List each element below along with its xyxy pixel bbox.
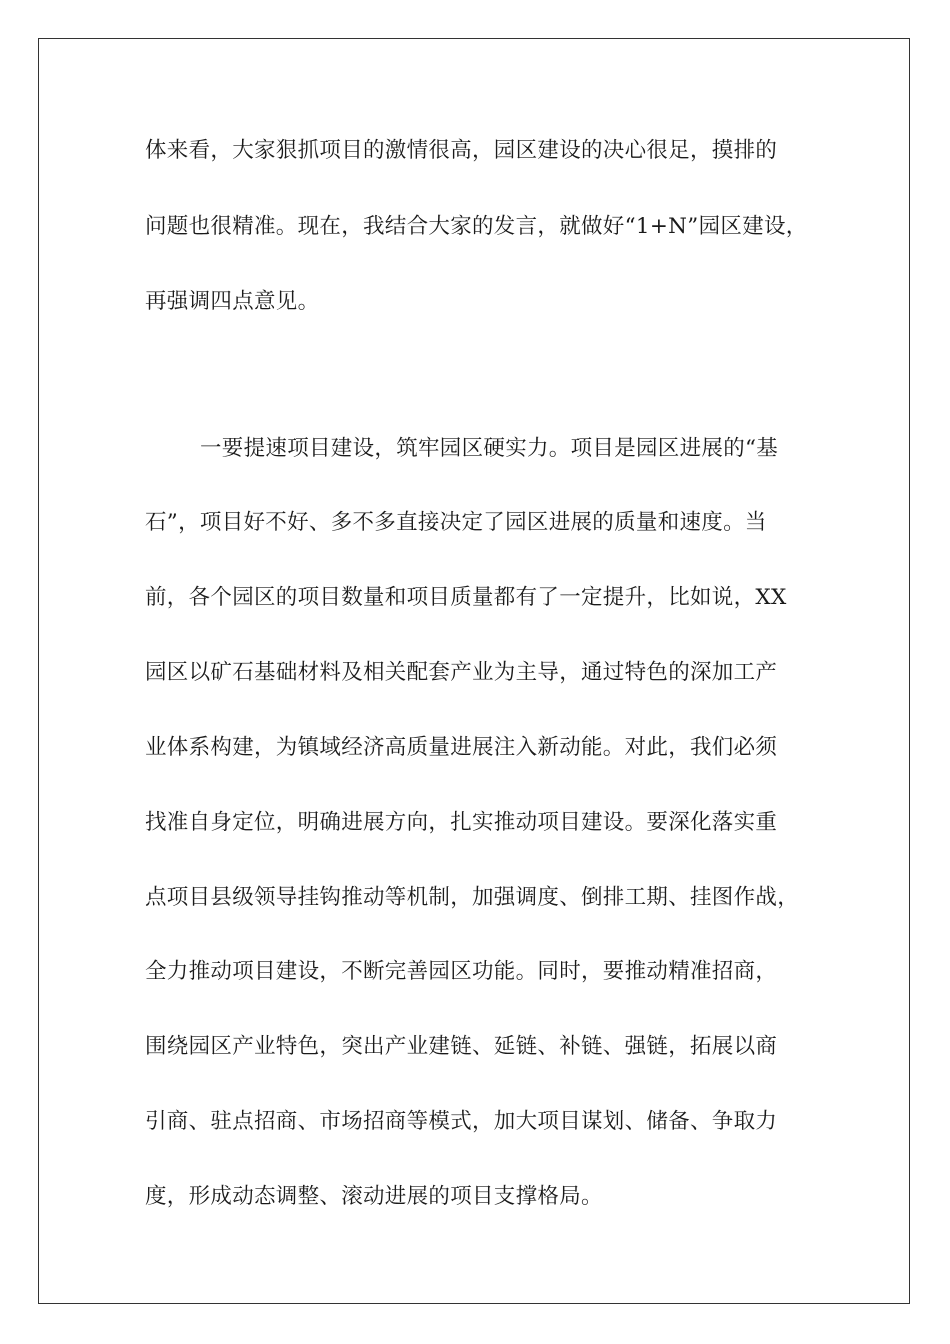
paragraph-2-line-5: 业体系构建，为镇域经济高质量进展注入新动能。对此，我们必须	[145, 735, 778, 760]
paragraph-2-line-6: 找准自身定位，明确进展方向，扎实推动项目建设。要深化落实重	[145, 810, 778, 835]
paragraph-1-line-1: 体来看，大家狠抓项目的激情很高，园区建设的决心很足，摸排的	[145, 138, 778, 163]
paragraph-2-line-8: 全力推动项目建设，不断完善园区功能。同时，要推动精准招商，	[145, 959, 778, 984]
paragraph-2-line-3: 前，各个园区的项目数量和项目质量都有了一定提升，比如说，XX	[145, 585, 787, 610]
paragraph-2-line-2: 石”，项目好不好、多不多直接决定了园区进展的质量和速度。当	[145, 510, 767, 535]
paragraph-2-line-10: 引商、驻点招商、市场招商等模式，加大项目谋划、储备、争取力	[145, 1109, 778, 1134]
paragraph-2-line-4: 园区以矿石基础材料及相关配套产业为主导，通过特色的深加工产	[145, 660, 778, 685]
paragraph-2-line-7: 点项目县级领导挂钩推动等机制，加强调度、倒排工期、挂图作战，	[145, 885, 800, 910]
paragraph-2-line-1: 一要提速项目建设，筑牢园区硬实力。项目是园区进展的“基	[200, 436, 779, 461]
paragraph-2-line-9: 围绕园区产业特色，突出产业建链、延链、补链、强链，拓展以商	[145, 1034, 778, 1059]
paragraph-1-line-2: 问题也很精准。现在，我结合大家的发言，就做好“1+N”园区建设，	[145, 214, 808, 239]
paragraph-2-line-11: 度，形成动态调整、滚动进展的项目支撑格局。	[145, 1184, 603, 1209]
paragraph-1-line-3: 再强调四点意见。	[145, 289, 320, 314]
